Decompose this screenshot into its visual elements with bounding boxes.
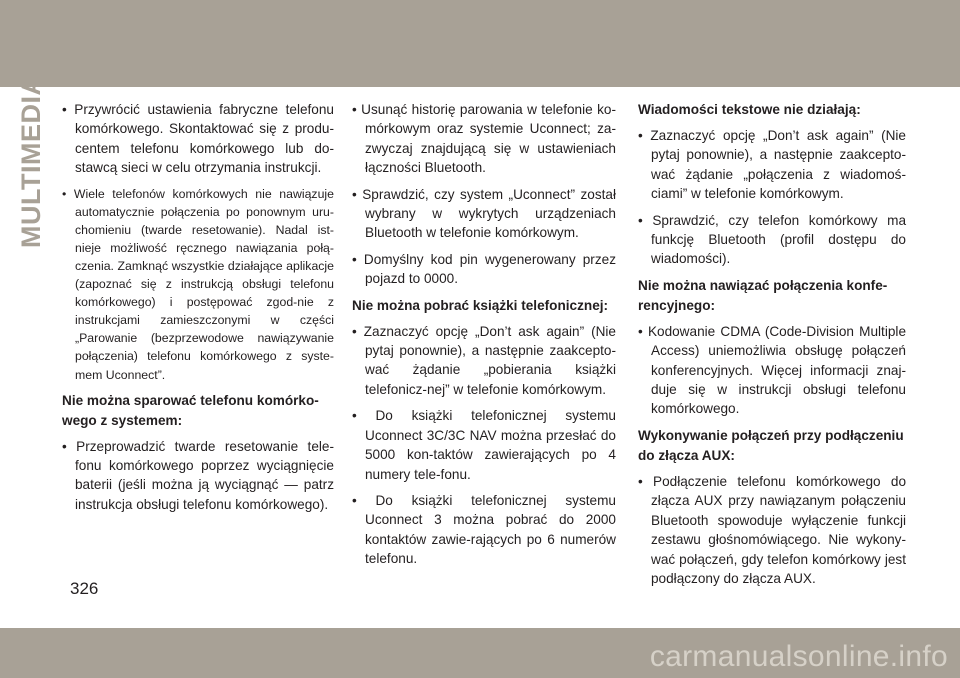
bullet-default-pin: • Domyślny kod pin wygenerowany przez pojazd to 0000. <box>352 251 616 287</box>
column-2 <box>352 100 616 576</box>
bullet-delete-pairing: • Usunąć historię parowania w telefonie ko-mórkowym oraz systemie Uconnect; za-zwyczaj znajdującą się w ustawieniach łączności Bluetooth. <box>352 102 616 176</box>
bullet-map-profile: • Sprawdzić, czy telefon komórkowy ma funkcję Bluetooth (profil dostępu do wiadomości). <box>638 212 906 267</box>
bullet-factory-reset: • Przywrócić ustawienia fabryczne telefonu komórkowego. Skontaktować się z produ-centem telefonu komórkowego lub do-stawcą sieci w celu otrzymania instrukcji. <box>62 102 334 176</box>
header-band <box>0 0 960 87</box>
heading-cannot-pair: Nie można sparować telefonu komórko-wego z systemem: <box>62 392 319 428</box>
watermark-text: carmanualsonline.info <box>649 640 948 673</box>
column-3 <box>638 100 906 595</box>
bullet-dont-ask-again: • Zaznaczyć opcję „Don’t ask again” (Nie pytaj ponownie), a następnie zaakcepto-wać żądanie „pobierania książki telefonicz-nej” w telefonie komórkowym. <box>352 323 616 397</box>
bullet-messages-accept: • Zaznaczyć opcję „Don’t ask again” (Nie pytaj ponownie), a następnie zaakcepto-wać żądanie „połączenia z wiadomoś-ciami” w telefonie komórkowym. <box>638 128 906 202</box>
heading-conference-call: Nie można nawiązać połączenia konfe-rencyjnego: <box>638 277 888 313</box>
bullet-auto-reconnect: • Wiele telefonów komórkowych nie nawiązuje automatycznie połączenia po ponownym uru-chomieniu (twarde resetowanie). Nadal ist-nieje możliwość ręcznego nawiązania połą-czenia. Zamknąć wszystkie działające aplikacje (zapoznać się z instrukcją obsługi telefonu komórkowego) i postępować zgod-nie z instrukcjami zamieszczonymi w części „Parowanie (bezprzewodowe nawiązywanie połączenia) telefonu komórkowego z syste-mem Uconnect”. <box>62 186 334 382</box>
bullet-hard-reset: • Przeprowadzić twarde resetowanie tele-fonu komórkowego poprzez wyciągnięcie baterii (jeśli można ją wyciągnąć — patrz instrukcja obsługi telefonu komórkowego). <box>62 438 334 512</box>
bullet-cdma: • Kodowanie CDMA (Code-Division Multiple Access) uniemożliwia obsługę połączeń konferencyjnych. Więcej informacji znaj-duje się w instrukcji obsługi telefonu komórkowego. <box>638 323 906 417</box>
heading-aux-calls: Wykonywanie połączeń przy podłączeniu do złącza AUX: <box>638 427 904 463</box>
bullet-check-uconnect: • Sprawdzić, czy system „Uconnect” został wybrany w wykrytych urządzeniach Bluetooth w telefonie komórkowym. <box>352 186 616 241</box>
section-label: MULTIMEDIA <box>16 75 46 248</box>
page-number: 326 <box>70 579 99 598</box>
column-1 <box>62 100 334 521</box>
heading-text-messages: Wiadomości tekstowe nie działają: <box>638 102 861 117</box>
bullet-aux-handsfree: • Podłączenie telefonu komórkowego do złącza AUX przy nawiązanym połączeniu Bluetooth spowoduje wyłączenie funkcji zestawu głośnomówiącego. Nie wykony-wać połączeń, gdy telefon komórkowy jest podłączony do złącza AUX. <box>638 473 906 586</box>
bullet-phonebook-5000: • Do książki telefonicznej systemu Uconnect 3C/3C NAV można przesłać do 5000 kon-taktów zawierających po 4 numery tele-fonu. <box>352 408 616 482</box>
heading-cannot-download-phonebook: Nie można pobrać książki telefonicznej: <box>352 297 609 313</box>
bullet-phonebook-2000: • Do książki telefonicznej systemu Uconnect 3 można pobrać do 2000 kontaktów zawie-rających po 6 numerów telefonu. <box>352 492 616 567</box>
